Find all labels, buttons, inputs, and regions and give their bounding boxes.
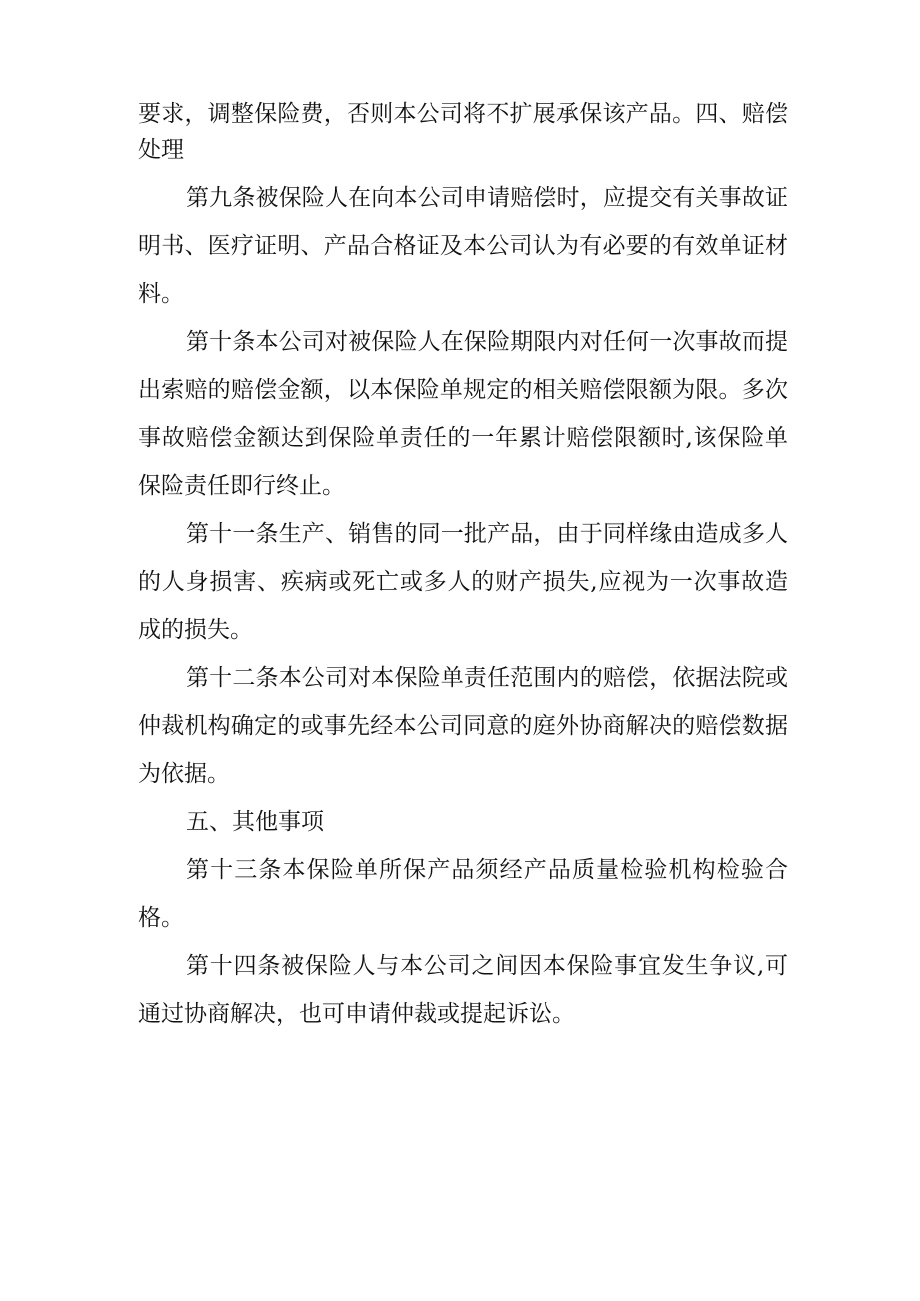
section-heading-other-matters: 五、其他事项 (186, 809, 324, 835)
article-14: 第十四条被保险人与本公司之间因本保险事宜发生争议,可通过协商解决，也可申请仲裁或提起诉讼。 (138, 953, 788, 1027)
article-13: 第十三条本保险单所保产品须经产品质量检验机构检验合格。 (138, 857, 788, 931)
article-12: 第十二条本公司对本保险单责任范围内的赔偿，依据法院或仲裁机构确定的或事先经本公司同意的庭外协商解决的赔偿数据为依据。 (138, 665, 788, 787)
article-9: 第九条被保险人在向本公司申请赔偿时，应提交有关事故证明书、医疗证明、产品合格证及本公司认为有必要的有效单证材料。 (138, 185, 788, 307)
article-10: 第十条本公司对被保险人在保险期限内对任何一次事故而提出索赔的赔偿金额，以本保险单规定的相关赔偿限额为限。多次事故赔偿金额达到保险单责任的一年累计赔偿限额时,该保险单保险责任即行终止。 (138, 329, 788, 499)
paragraph-continuation: 要求，调整保险费，否则本公司将不扩展承保该产品。四、赔偿处理 (138, 101, 788, 163)
document-body (138, 96, 788, 1038)
article-11: 第十一条生产、销售的同一批产品，由于同样缘由造成多人的人身损害、疾病或死亡或多人的财产损失,应视为一次事故造成的损失。 (138, 521, 788, 643)
